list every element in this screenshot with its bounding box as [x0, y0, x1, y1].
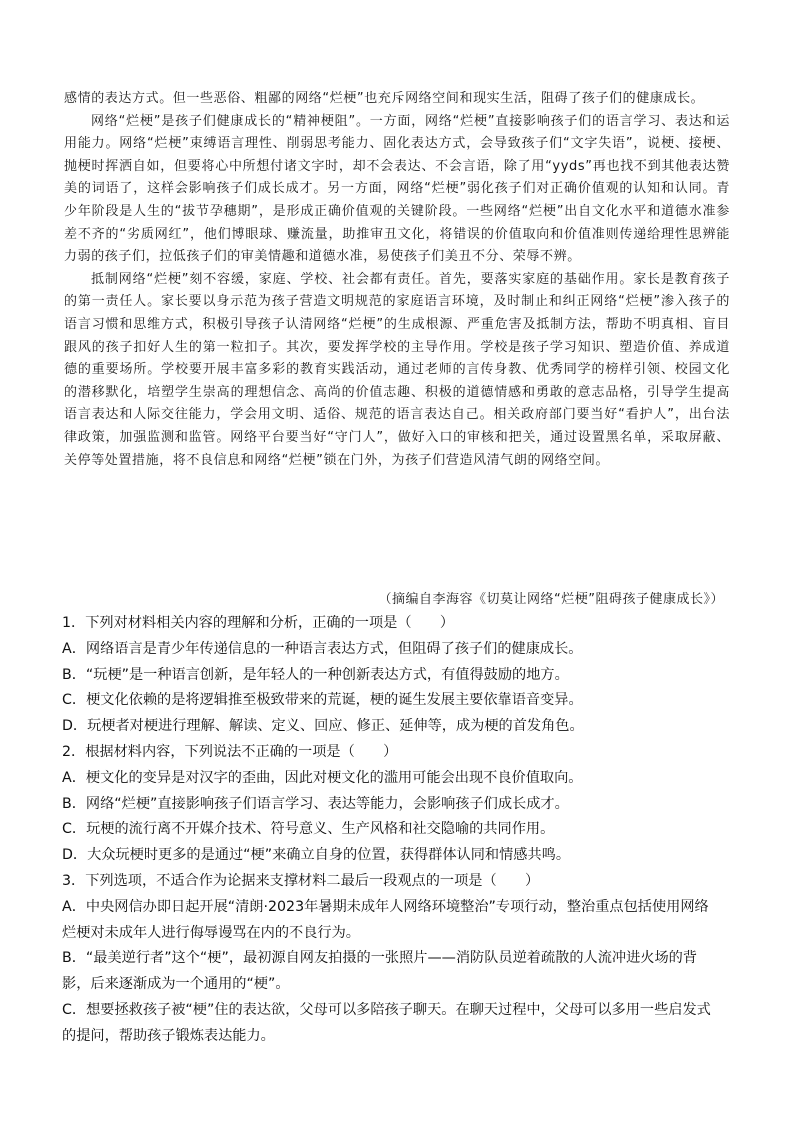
- question-1-option-b: B．“玩梗”是一种语言创新，是年轻人的一种创新表达方式，有值得鼓励的地方。: [62, 666, 569, 683]
- question-3-option-a-line2: 烂梗对未成年人进行侮辱谩骂在内的不良行为。: [62, 924, 360, 941]
- passage-paragraph-continued: 感情的表达方式。但一些恶俗、粗鄙的网络“烂梗”也充斥网络空间和现实生活，阻碍了孩子们的健康成长。: [64, 91, 705, 106]
- question-1-option-d: D．玩梗者对梗进行理解、解读、定义、回应、修正、延伸等，成为梗的首发角色。: [62, 718, 584, 735]
- question-2-option-b: B．网络“烂梗”直接影响孩子们语言学习、表达等能力，会影响孩子们成长成才。: [62, 795, 569, 812]
- question-1-option-c: C．梗文化依赖的是将逻辑推至极致带来的荒诞，梗的诞生发展主要依靠语音变异。: [62, 692, 583, 709]
- question-1-stem: 1．下列对材料相关内容的理解和分析，正确的一项是（ ）: [62, 615, 455, 631]
- passage-paragraph-harm: 网络“烂梗”是孩子们健康成长的“精神梗阻”。一方面，网络“烂梗”直接影响孩子们的语言学习、表达和运用能力。网络“烂梗”束缚语言理性、削弱思考能力、固化表达方式，会导致孩子们“文字失语”，说梗、接梗、抛梗时挥洒自如，但要将心中所想付诸文字时，却不会表达、不会言语，除了用“yyds”再也找不到其他表达赞美的词语了，这样会影响孩子们成长成才。另一方面，网络“烂梗”弱化孩子们对正确价值观的认知和认同。青少年阶段是人生的“拔节孕穗期”，是形成正确价值观的关键阶段。一些网络“烂梗”出自文化水平和道德水准参差不齐的“劣质网红”，他们博眼球、赚流量，助推审丑文化，将错误的价值取向和价值准则传递给理性思辨能力弱的孩子们，拉低孩子们的审美情趣和道德水准，易使孩子们美丑不分、荣辱不辨。: [64, 113, 730, 265]
- question-3-option-c-line1: C．想要拯救孩子被“梗”住的表达欲，父母可以多陪孩子聊天。在聊天过程中，父母可以多用一些启发式: [62, 1001, 711, 1018]
- question-3-option-b-line2: 影，后来逐渐成为一个通用的“梗”。: [62, 976, 290, 993]
- question-2-option-c: C．玩梗的流行离不开媒介技术、符号意义、生产风格和社交隐喻的共同作用。: [62, 821, 555, 838]
- question-3-stem: 3．下列选项，不适合作为论据来支撑材料二最后一段观点的一项是（ ）: [62, 872, 540, 889]
- reading-passage: [64, 88, 730, 472]
- passage-source: （摘编自李海容《切莫让网络“烂梗”阻碍孩子健康成长》）: [378, 592, 724, 607]
- question-3-option-b-line1: B．“最美逆行者”这个“梗”，最初源自网友拍摄的一张照片——消防队员逆着疏散的人流冲进火场的背: [62, 950, 698, 967]
- question-2-option-a: A．梗文化的变异是对汉字的歪曲，因此对梗文化的滥用可能会出现不良价值取向。: [62, 769, 583, 786]
- question-list: [62, 611, 734, 1050]
- passage-paragraph-resist: 抵制网络“烂梗”刻不容缓，家庭、学校、社会都有责任。首先，要落实家庭的基础作用。家长是教育孩子的第一责任人。家长要以身示范为孩子营造文明规范的家庭语言环境，及时制止和纠正网络“烂梗”渗入孩子的语言习惯和思维方式，积极引导孩子认清网络“烂梗”的生成根源、严重危害及抵制方法，帮助不明真相、盲目跟风的孩子扣好人生的第一粒扣子。其次，要发挥学校的主导作用。学校是孩子学习知识、塑造价值、养成道德的重要场所。学校要开展丰富多彩的教育实践活动，通过老师的言传身教、优秀同学的榜样引领、校园文化的潜移默化，培塑学生崇高的理想信念、高尚的价值志趣、积极的道德情感和勇敢的意志品格，引导学生提高语言表达和人际交往能力，学会用文明、适俗、规范的语言表达自己。相关政府部门要当好“看护人”，出台法律政策，加强监测和监管。网络平台要当好“守门人”，做好入口的审核和把关，通过设置黑名单，采取屏蔽、关停等处置措施，将不良信息和网络“烂梗”锁在门外，为孩子们营造风清气朗的网络空间。: [64, 271, 730, 468]
- question-3-option-a-line1: A．中央网信办即日起开展“清朗·2023年暑期未成年人网络环境整治”专项行动，整治重点包括使用网络: [62, 898, 709, 915]
- question-2-option-d: D．大众玩梗时更多的是通过“梗”来确立自身的位置，获得群体认同和情感共鸣。: [62, 847, 571, 864]
- question-1-option-a: A．网络语言是青少年传递信息的一种语言表达方式，但阻碍了孩子们的健康成长。: [62, 640, 583, 657]
- question-2-stem: 2．根据材料内容，下列说法不正确的一项是（ ）: [62, 743, 398, 760]
- question-3-option-c-line2: 的提问，帮助孩子锻炼表达能力。: [62, 1027, 275, 1044]
